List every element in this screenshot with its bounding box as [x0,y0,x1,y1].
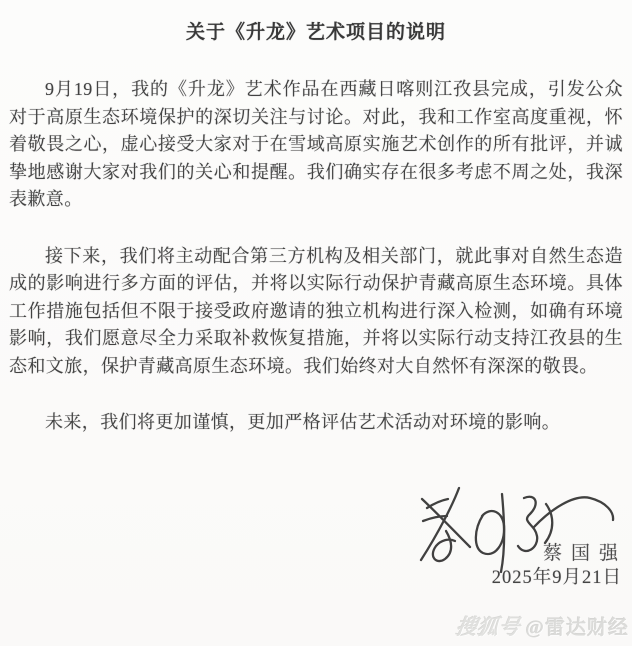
signatory-name: 蔡国强 [542,543,627,564]
paragraph-1: 9月19日，我的《升龙》艺术作品在西藏日喀则江孜县完成，引发公众对于高原生态环境保护的深切关注与讨论。对此，我和工作室高度重视，怀着敬畏之心，虚心接受大家对于在雪域高原实施艺术创作的所有批评，并诚挚地感谢大家对我们的关心和提醒。我们确实存在很多考虑不周之处，我深表歉意。 [9,79,623,209]
watermark [456,611,629,641]
signature-scribble [393,474,621,590]
signature-date: 2025年9月21日 [491,568,622,588]
document-title: 关于《升龙》艺术项目的说明 [185,22,446,43]
paragraph-2: 接下来，我们将主动配合第三方机构及相关部门，就此事对自然生态造成的影响进行多方面的评估，并将以实际行动保护青藏高原生态环境。具体工作措施包括但不限于接受政府邀请的独立机构进行深入检测，如确有环境影响，我们愿意尽全力采取补救恢复措施，并将以实际行动支持江孜县的生态和文旅，保护青藏高原生态环境。我们始终对大自然怀有深深的敬畏。 [9,245,623,376]
watermark-account: @雷达财经 [525,617,629,639]
watermark-platform-logo: 搜狐号 [454,611,523,641]
paragraph-3: 未来，我们将更加谨慎，更加严格评估艺术活动对环境的影响。 [45,412,561,432]
document-body [0,76,632,437]
